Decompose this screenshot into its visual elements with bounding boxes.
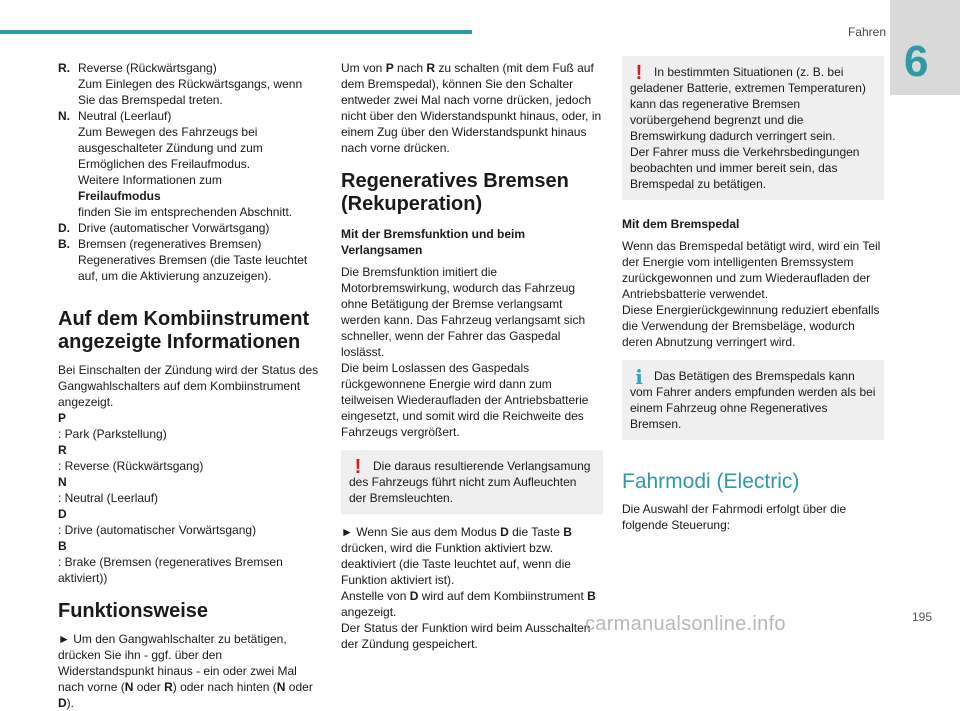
definition-text: Regeneratives Bremsen (die Taste leuchtet auf, um die Aktivierung anzuzeigen). [78, 253, 308, 283]
instead-text: Anstelle von D wird auf dem Kombiinstrument B angezeigt. [341, 589, 596, 619]
info-note-pedal-feel [622, 360, 884, 440]
warning-text: Die daraus resultierende Verlangsamung des Fahrzeugs führt nicht zum Aufleuchten der Bremsleuchten. [349, 459, 591, 505]
mode-item-d: D : Drive (automatischer Vorwärtsgang) [58, 507, 257, 537]
warning-text: In bestimmten Situationen (z. B. bei geladener Batterie, extremen Temperaturen) kann das regenerative Bremsen vorübergehend begrenzt und die Bremswirkung dadurch verringert sein. [630, 65, 866, 143]
regen-text-1: Die Bremsfunktion imitiert die Motorbremswirkung, wodurch das Fahrzeug ohne Betätigung der Bremse verlangsamt werden kann. Das Fahrzeug verlangsamt sich schneller, wenn der Fahrer das Gaspedal loslässt. [341, 265, 586, 359]
function-text: ► Um den Gangwahlschalter zu betätigen, drücken Sie ihn - ggf. über den Widerstandspunkt hinaus - ein oder zwei Mal nach vorne (N oder R) oder nach hinten (N oder D). [58, 632, 313, 710]
definition-d [58, 220, 320, 236]
watermark: carmanualsonline.info [585, 613, 786, 635]
info-text: Das Betätigen des Bremspedals kann vom Fahrer anders empfunden werden als bei einem Fahrzeug ohne Regeneratives Bremsen. [630, 369, 876, 431]
warning-note-brake-lights [341, 450, 603, 514]
definition-b [58, 236, 320, 284]
page-number: 195 [912, 610, 933, 624]
mode-item-r: R : Reverse (Rückwärtsgang) [58, 443, 204, 473]
heading-instrument-info: Auf dem Kombiinstrument angezeigte Informationen [58, 308, 310, 353]
p-to-r-text: Um von P nach R zu schalten (mit dem Fuß auf dem Bremspedal), können Sie den Schalter entweder zwei Mal nach vorne drücken, jedoch nicht über den Widerstandspunkt hinaus, oder, in einem Zug über den Widerstandspunkt hinaus nach vorne drücken. [341, 61, 602, 155]
mode-item-p: P : Park (Parkstellung) [58, 411, 167, 441]
definition-key: D. [58, 221, 70, 235]
definition-r [58, 60, 320, 108]
mode-item-n: N : Neutral (Leerlauf) [58, 475, 159, 505]
definition-key: R. [58, 61, 70, 75]
warning-text-2: Der Fahrer muss die Verkehrsbedingungen beobachten und immer bereit sein, das Bremspedal zu betätigen. [630, 145, 860, 191]
pedal-text-1: Wenn das Bremspedal betätigt wird, wird ein Teil der Energie vom intelligenten Bremssystem zurückgewonnen und zum Wiederaufladen der Antriebsbatterie verwendet. [622, 239, 881, 301]
header-accent-bar [0, 30, 472, 34]
section-title: Fahren [847, 25, 886, 39]
status-text: Der Status der Funktion wird beim Ausschalten der Zündung gespeichert. [341, 621, 591, 651]
mode-item-b: B : Brake (Bremsen (regeneratives Bremsen aktiviert)) [58, 539, 283, 585]
freilaufmodus-reference: Freilaufmodus [78, 189, 161, 203]
chapter-number: 6 [904, 37, 929, 86]
drive-modes-intro: Die Auswahl der Fahrmodi erfolgt über die folgende Steuerung: [622, 502, 847, 532]
heading-function: Funktionsweise [58, 600, 209, 622]
heading-brake-function: Mit der Bremsfunktion und beim Verlangsamen [341, 227, 526, 257]
column-1 [58, 60, 320, 711]
warning-icon: ! [635, 62, 643, 84]
regen-text-2: Die beim Loslassen des Gaspedals rückgewonnene Energie wird dann zum teilweisen Wiederaufladen der Antriebsbatterie eingesetzt, und somit wird die Reichweite des Fahrzeugs vergrößert. [341, 361, 589, 439]
definition-key: B. [58, 237, 70, 251]
pedal-text-2: Diese Energierückgewinnung reduziert ebenfalls die Verwendung der Bremsbeläge, wodurch deren Abnutzung verringert wird. [622, 303, 880, 349]
definition-term: Neutral (Leerlauf) [78, 109, 172, 123]
arrow-icon: ► [341, 525, 353, 539]
warning-icon: ! [354, 456, 362, 478]
warning-note-limited-regen [622, 56, 884, 200]
definition-term: Reverse (Rückwärtsgang) [78, 61, 217, 75]
arrow-icon: ► [58, 632, 70, 646]
column-2 [341, 60, 603, 652]
definition-text: Zum Einlegen des Rückwärtsgangs, wenn Sie das Bremspedal treten. [78, 77, 303, 107]
heading-drive-modes: Fahrmodi (Electric) [622, 470, 800, 493]
mode-b-text: ► Wenn Sie aus dem Modus D die Taste B drücken, wird die Funktion aktiviert bzw. deaktiviert (die Taste leuchtet auf, wenn die Funktion aktiviert ist). [341, 525, 572, 587]
mode-list [58, 410, 320, 586]
definition-text: Zum Bewegen des Fahrzeugs bei ausgeschalteter Zündung und zum Ermöglichen des Freilaufmodus. [78, 125, 263, 171]
definition-n [58, 108, 320, 220]
info-icon: i [635, 365, 643, 389]
definition-term: Drive (automatischer Vorwärtsgang) [78, 221, 270, 235]
heading-brake-pedal: Mit dem Bremspedal [622, 217, 740, 231]
definition-reference: Weitere Informationen zum Freilaufmodus finden Sie im entsprechenden Abschnitt. [78, 173, 293, 219]
heading-regenerative-braking: Regeneratives Bremsen (Rekuperation) [341, 170, 569, 215]
definition-key: N. [58, 109, 70, 123]
column-3 [622, 60, 884, 533]
instrument-intro: Bei Einschalten der Zündung wird der Status des Gangwahlschalters auf dem Kombiinstrument angezeigt. [58, 363, 319, 409]
definition-term: Bremsen (regeneratives Bremsen) [78, 237, 262, 251]
